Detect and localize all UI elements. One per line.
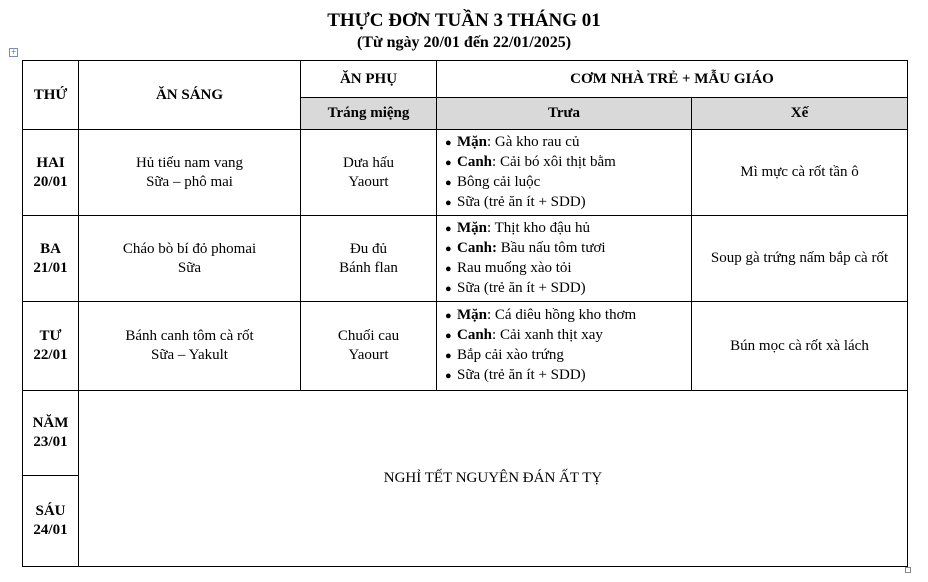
- lunch-label: Mặn: [457, 307, 487, 323]
- lunch-item: [445, 306, 691, 326]
- day-name: NĂM: [32, 415, 69, 431]
- lunch-item: [445, 193, 691, 213]
- holiday-cell: NGHỈ TẾT NGUYÊN ĐÁN ẤT TỴ: [79, 391, 908, 567]
- lunch-label: Canh:: [457, 239, 498, 256]
- breakfast-item: Sữa: [177, 259, 202, 276]
- day-cell: [23, 216, 79, 302]
- header-an-phu: ĂN PHỤ: [301, 61, 437, 98]
- breakfast-item: Hủ tiếu nam vang: [135, 154, 244, 171]
- breakfast-cell: [79, 216, 301, 302]
- header-trang-mieng: Tráng miệng: [301, 98, 437, 130]
- lunch-item: [445, 279, 691, 299]
- day-cell: [23, 476, 79, 567]
- table-row: [23, 302, 908, 391]
- breakfast-cell: [79, 130, 301, 216]
- table-row: [23, 391, 908, 476]
- header-thu: THỨ: [23, 61, 79, 130]
- table-move-handle-icon[interactable]: +: [10, 47, 17, 57]
- bullet-icon: ●: [445, 330, 452, 342]
- day-name: TƯ: [39, 328, 62, 344]
- bullet-icon: ●: [445, 176, 452, 189]
- lunch-text: : Thịt kho đậu hủ: [487, 219, 591, 236]
- lunch-item: [445, 366, 691, 386]
- afternoon-cell: Soup gà trứng nấm bắp cà rốt: [692, 216, 908, 302]
- lunch-label: Mặn: [457, 133, 487, 150]
- header-xe: Xế: [692, 98, 908, 130]
- day-name: HAI: [36, 154, 65, 171]
- lunch-label: Mặn: [457, 219, 487, 236]
- lunch-cell: [437, 302, 692, 391]
- lunch-text: Bắp cải xào trứng: [457, 347, 564, 363]
- lunch-label: Canh: [457, 153, 493, 170]
- table-resize-handle-icon[interactable]: [905, 567, 911, 573]
- day-cell: [23, 130, 79, 216]
- table-row: [23, 130, 908, 216]
- lunch-item: [445, 259, 691, 279]
- day-date: 20/01: [33, 173, 68, 190]
- breakfast-item: Cháo bò bí đỏ phomai: [122, 240, 257, 257]
- bullet-icon: ●: [445, 156, 452, 169]
- lunch-cell: [437, 216, 692, 302]
- menu-table: [22, 60, 908, 567]
- lunch-text: Sữa (trẻ ăn ít + SDD): [457, 367, 586, 383]
- lunch-item: [445, 153, 691, 173]
- lunch-item: [445, 219, 691, 239]
- lunch-text: Sữa (trẻ ăn ít + SDD): [457, 193, 586, 210]
- lunch-item: [445, 173, 691, 193]
- breakfast-item: Sữa – Yakult: [151, 347, 228, 363]
- dessert-item: Yaourt: [348, 173, 389, 190]
- bullet-icon: ●: [445, 262, 452, 275]
- lunch-label: Canh: [457, 327, 493, 343]
- dessert-cell: [301, 216, 437, 302]
- lunch-text: Bầu nấu tôm tươi: [497, 239, 606, 256]
- day-cell: [23, 302, 79, 391]
- bullet-icon: ●: [445, 222, 452, 235]
- dessert-item: Chuối cau: [337, 328, 400, 344]
- header-an-sang: ĂN SÁNG: [79, 61, 301, 130]
- day-cell: [23, 391, 79, 476]
- breakfast-cell: [79, 302, 301, 391]
- bullet-icon: ●: [445, 310, 452, 322]
- dessert-item: Đu đủ: [349, 240, 388, 257]
- header-trua: Trưa: [437, 98, 692, 130]
- lunch-text: : Cải bó xôi thịt bằm: [492, 153, 616, 170]
- dessert-cell: [301, 130, 437, 216]
- lunch-text: : Gà kho rau củ: [487, 133, 580, 150]
- day-date: 22/01: [33, 347, 68, 363]
- lunch-text: Rau muống xào tỏi: [457, 259, 572, 276]
- bullet-icon: ●: [445, 282, 452, 295]
- bullet-icon: ●: [445, 242, 452, 255]
- header-com: CƠM NHÀ TRẺ + MẪU GIÁO: [437, 61, 908, 98]
- day-name: BA: [40, 240, 61, 257]
- dessert-item: Bánh flan: [339, 259, 398, 276]
- bullet-icon: ●: [445, 196, 452, 209]
- lunch-text: Sữa (trẻ ăn ít + SDD): [457, 279, 586, 296]
- afternoon-cell: Mì mực cà rốt tần ô: [692, 130, 908, 216]
- bullet-icon: ●: [445, 136, 452, 149]
- bullet-icon: ●: [445, 350, 452, 362]
- page-subtitle: (Từ ngày 20/01 đến 22/01/2025): [356, 34, 572, 51]
- afternoon-cell: Bún mọc cà rốt xà lách: [692, 302, 908, 391]
- lunch-item: [445, 326, 691, 346]
- day-name: SÁU: [35, 503, 66, 519]
- page-title: THỰC ĐƠN TUẦN 3 THÁNG 01: [327, 10, 601, 31]
- lunch-item: [445, 239, 691, 259]
- breakfast-item: Sữa – phô mai: [146, 173, 233, 190]
- dessert-item: Yaourt: [348, 347, 389, 363]
- bullet-icon: ●: [445, 370, 452, 382]
- dessert-cell: [301, 302, 437, 391]
- dessert-item: Dưa hấu: [342, 154, 395, 171]
- table-row: [23, 216, 908, 302]
- day-date: 21/01: [33, 259, 68, 276]
- lunch-cell: [437, 130, 692, 216]
- lunch-item: [445, 346, 691, 366]
- day-date: 23/01: [33, 434, 68, 450]
- lunch-item: [445, 133, 691, 153]
- breakfast-item: Bánh canh tôm cà rốt: [125, 328, 254, 344]
- day-date: 24/01: [33, 522, 68, 538]
- lunch-text: : Cải xanh thịt xay: [492, 327, 603, 343]
- lunch-text: Bông cải luộc: [457, 173, 541, 190]
- lunch-text: : Cá diêu hồng kho thơm: [487, 307, 637, 323]
